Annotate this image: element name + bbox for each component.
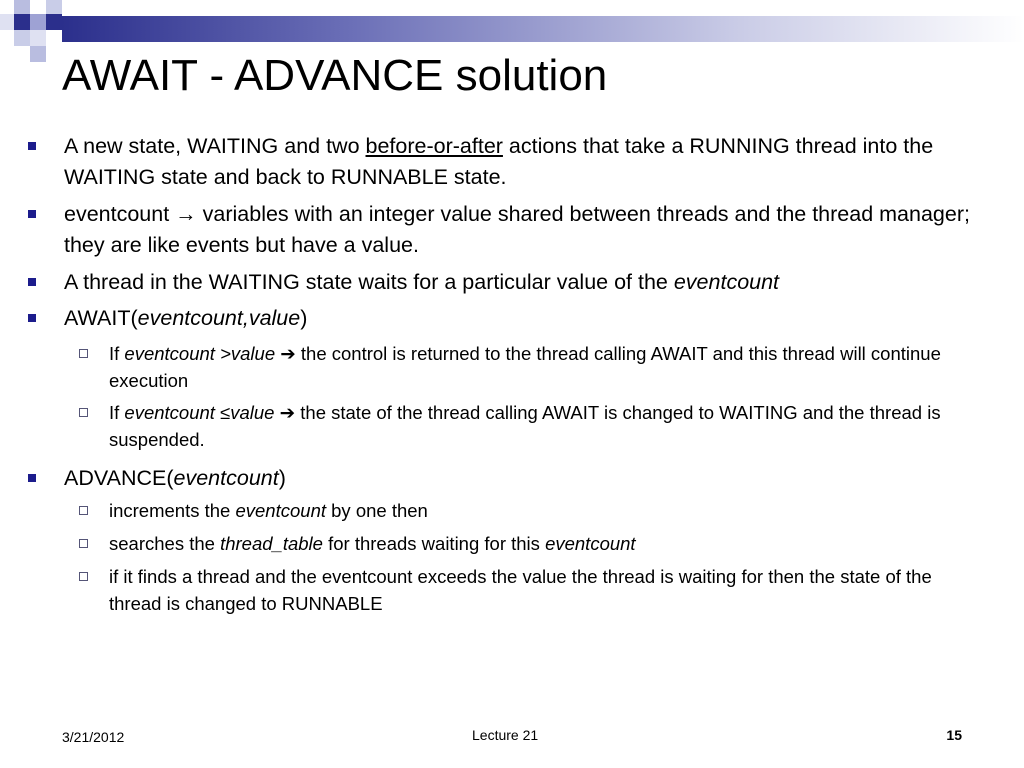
bullet-text: ADVANCE( bbox=[64, 466, 174, 490]
sub-bullet-item bbox=[109, 497, 989, 524]
bullet-item bbox=[64, 267, 984, 298]
slide-title: AWAIT - ADVANCE solution bbox=[62, 51, 608, 100]
bullet-text: actions that take a RUNNING thread into the WAITING state and back to RUNNABLE state. bbox=[64, 134, 934, 189]
bullet-square-icon bbox=[28, 278, 36, 286]
bullet-item bbox=[64, 131, 984, 193]
bullet-text: A new state, WAITING and two bbox=[64, 134, 366, 158]
bullet-square-icon bbox=[28, 474, 36, 482]
header-square bbox=[30, 14, 46, 30]
bullet-text: A thread in the WAITING state waits for a particular value of the bbox=[64, 270, 674, 294]
bullet-text: ) bbox=[300, 306, 308, 330]
header-gradient-bar bbox=[62, 16, 1024, 42]
header-square bbox=[14, 14, 30, 30]
bullet-italic-text: eventcount,value bbox=[137, 306, 301, 330]
bullet-italic-text: eventcount bbox=[673, 270, 780, 294]
bullet-text: ) bbox=[278, 466, 286, 490]
bullet-square-icon bbox=[28, 210, 36, 218]
sub-bullet-text: for threads waiting for this bbox=[322, 533, 546, 554]
footer-date: 3/21/2012 bbox=[62, 729, 125, 745]
footer-lecture: Lecture 21 bbox=[472, 727, 539, 743]
sub-bullet-text: If bbox=[109, 402, 125, 423]
sub-bullet-text: the state of the thread calling AWAIT is changed to WAITING and the thread is suspended. bbox=[109, 402, 941, 450]
header-square bbox=[14, 30, 30, 46]
sub-bullet-italic-text: eventcount ≤value bbox=[124, 402, 275, 423]
bullet-item bbox=[64, 199, 984, 261]
bullet-underlined-text: before-or-after bbox=[365, 134, 503, 158]
sub-bullet-hollow-square-icon bbox=[79, 349, 88, 358]
bullet-square-icon bbox=[28, 314, 36, 322]
header-square bbox=[30, 30, 46, 46]
bullet-item bbox=[64, 463, 984, 494]
bullet-square-icon bbox=[28, 142, 36, 150]
sub-bullet-italic-text: eventcount >value bbox=[124, 343, 276, 364]
arrow-right-icon: ➔ bbox=[280, 343, 296, 364]
bullet-item bbox=[64, 303, 984, 334]
sub-bullet-item bbox=[109, 399, 989, 453]
footer-page-number: 15 bbox=[946, 727, 962, 743]
sub-bullet-item bbox=[109, 340, 989, 394]
sub-bullet-text: If bbox=[109, 343, 125, 364]
header-square bbox=[46, 14, 62, 30]
sub-bullet-hollow-square-icon bbox=[79, 539, 88, 548]
sub-bullet-text: increments the bbox=[109, 500, 236, 521]
bullet-text: AWAIT( bbox=[64, 306, 138, 330]
sub-bullet-italic-text: thread_table bbox=[220, 533, 323, 554]
sub-bullet-item bbox=[109, 563, 989, 617]
sub-bullet-text: by one then bbox=[326, 500, 428, 521]
bullet-text: variables with an integer value shared between threads and the thread manager; they are like events but have a value. bbox=[64, 202, 970, 257]
arrow-right-icon: → bbox=[175, 202, 197, 226]
bullet-text: eventcount bbox=[64, 202, 176, 226]
sub-bullet-text: if it finds a thread and the eventcount exceeds the value the thread is waiting for then the state of the thread is changed to RUNNABLE bbox=[109, 566, 932, 614]
sub-bullet-text: the control is returned to the thread calling AWAIT and this thread will continue execution bbox=[109, 343, 941, 391]
sub-bullet-hollow-square-icon bbox=[79, 408, 88, 417]
sub-bullet-text: searches the bbox=[109, 533, 221, 554]
header-square bbox=[30, 46, 46, 62]
sub-bullet-item bbox=[109, 530, 989, 557]
sub-bullet-hollow-square-icon bbox=[79, 572, 88, 581]
arrow-right-icon: ➔ bbox=[279, 402, 296, 423]
sub-bullet-italic-text: eventcount bbox=[545, 533, 636, 554]
sub-bullet-italic-text: eventcount bbox=[235, 500, 326, 521]
bullet-italic-text: eventcount bbox=[173, 466, 279, 490]
sub-bullet-hollow-square-icon bbox=[79, 506, 88, 515]
